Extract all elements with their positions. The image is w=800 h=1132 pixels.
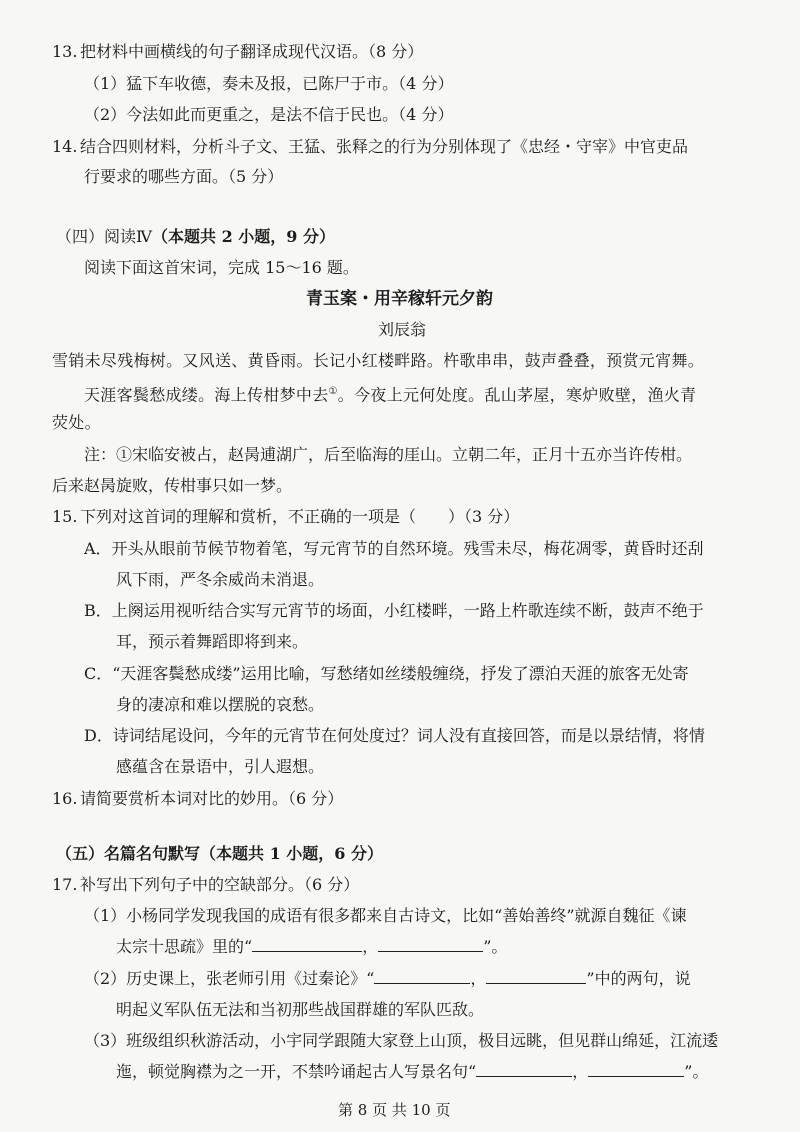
answer-blank[interactable] <box>476 1062 572 1077</box>
question-text: 补写出下列句子中的空缺部分。（6 分） <box>80 875 360 894</box>
section-title: （四）阅读Ⅳ <box>56 227 152 246</box>
question-number: 17. <box>52 875 78 894</box>
poem-line-3: 荧处。 <box>52 413 101 432</box>
question-14 <box>52 137 688 157</box>
footnote-mark: ① <box>328 386 338 397</box>
question-13-item-1: （1）猛下车收德，奏未及报，已陈尸于市。（4 分） <box>84 74 454 93</box>
item-comma: ， <box>362 937 379 956</box>
poem-title: 青玉案・用辛稼轩元夕韵 <box>306 289 493 309</box>
answer-blank[interactable] <box>252 937 362 952</box>
option-a-line-2: 风下雨，严冬余威尚未消退。 <box>116 570 325 589</box>
item-text: 太宗十思疏》里的“ <box>116 937 253 956</box>
option-a-line-1: A．开头从眼前节候节物着笔，写元宵节的自然环境。残雪未尽，梅花凋零，黄昏时还刮 <box>84 539 704 558</box>
answer-blank[interactable] <box>486 969 586 984</box>
question-17-item-1-line-2 <box>116 937 507 957</box>
item-close: ”中的两句，说 <box>586 969 691 988</box>
question-17-item-3-line-2 <box>116 1062 708 1082</box>
option-c-line-1: C．“天涯客鬓愁成缕”运用比喻，写愁绪如丝缕般缠绕，抒发了漂泊天涯的旅客无处寄 <box>84 664 689 683</box>
item-close: ”。 <box>684 1062 709 1081</box>
page-footer: 第 8 页 共 10 页 <box>338 1101 451 1119</box>
question-number: 13. <box>52 42 78 61</box>
question-17 <box>52 875 359 895</box>
item-text: 迤，顿觉胸襟为之一开，不禁吟诵起古人写景名句“ <box>116 1062 477 1081</box>
answer-blank[interactable] <box>588 1062 684 1077</box>
question-17-item-2-line-1 <box>84 969 691 989</box>
item-comma: ， <box>572 1062 589 1081</box>
answer-blank[interactable] <box>374 969 470 984</box>
question-13-item-2: （2）今法如此而更重之，是法不信于民也。（4 分） <box>84 105 454 124</box>
question-text: 结合四则材料，分析斗子文、王猛、张释之的行为分别体现了《忠经・守宰》中官吏品 <box>80 137 689 156</box>
question-text: 把材料中画横线的句子翻译成现代汉语。（8 分） <box>80 42 424 61</box>
item-text: （2）历史课上，张老师引用《过秦论》“ <box>84 969 375 988</box>
section-4-instruction: 阅读下面这首宋词，完成 15～16 题。 <box>84 258 359 277</box>
option-b-line-2: 耳，预示着舞蹈即将到来。 <box>116 632 309 651</box>
poem-line-2-text: 天涯客鬓愁成缕。海上传柑梦中去 <box>84 385 329 405</box>
poem-line-2-rest: 。今夜上元何处度。乱山茅屋，寒炉败壁，渔火青 <box>337 385 697 405</box>
question-17-item-3-line-1: （3）班级组织秋游活动，小宇同学跟随大家登上山顶，极目远眺，但见群山绵延，江流逶 <box>84 1031 719 1050</box>
question-text: 下列对这首词的理解和赏析，不正确的一项是（ ）（3 分） <box>80 507 520 526</box>
question-15 <box>52 507 519 527</box>
question-text: 请简要赏析本词对比的妙用。（6 分） <box>80 789 344 808</box>
poem-author: 刘辰翁 <box>378 320 427 339</box>
question-13 <box>52 42 423 62</box>
poem-line-1: 雪销未尽残梅树。又风送、黄昏雨。长记小红楼畔路。杵歌串串，鼓声叠叠，预赏元宵舞。 <box>52 351 705 370</box>
item-close: ”。 <box>483 937 508 956</box>
question-number: 14. <box>52 137 78 156</box>
question-number: 16. <box>52 789 78 808</box>
poem-line-2 <box>84 382 696 405</box>
question-17-item-1-line-1: （1）小杨同学发现我国的成语有很多都来自古诗文，比如“善始善终”就源自魏征《谏 <box>84 906 687 925</box>
section-4-heading <box>56 227 335 247</box>
question-17-item-2-line-2: 明起义军队伍无法和当初那些战国群雄的军队匹敌。 <box>116 1000 485 1019</box>
question-16 <box>52 789 343 809</box>
question-number: 15. <box>52 507 78 526</box>
option-b-line-1: B．上阕运用视听结合实写元宵节的场面，小红楼畔，一路上杵歌连续不断，鼓声不绝于 <box>84 601 704 620</box>
question-14-continued: 行要求的哪些方面。（5 分） <box>84 167 284 186</box>
option-d-line-2: 感蕴含在景语中，引人遐想。 <box>116 757 325 776</box>
item-comma: ， <box>470 969 487 988</box>
answer-blank[interactable] <box>378 937 483 952</box>
section-points: （本题共 2 小题，9 分） <box>152 227 335 246</box>
section-5-heading: （五）名篇名句默写（本题共 1 小题，6 分） <box>56 844 383 863</box>
poem-note-line-2: 后来赵昺旋败，传柑事只如一梦。 <box>52 476 293 495</box>
option-c-line-2: 身的凄凉和难以摆脱的哀愁。 <box>116 695 325 714</box>
poem-note-line-1: 注：①宋临安被占，赵昺逋湖广，后至临海的厓山。立朝二年，正月十五亦当许传柑。 <box>84 445 693 464</box>
option-d-line-1: D．诗词结尾设问，今年的元宵节在何处度过？词人没有直接回答，而是以景结情，将情 <box>84 726 705 745</box>
